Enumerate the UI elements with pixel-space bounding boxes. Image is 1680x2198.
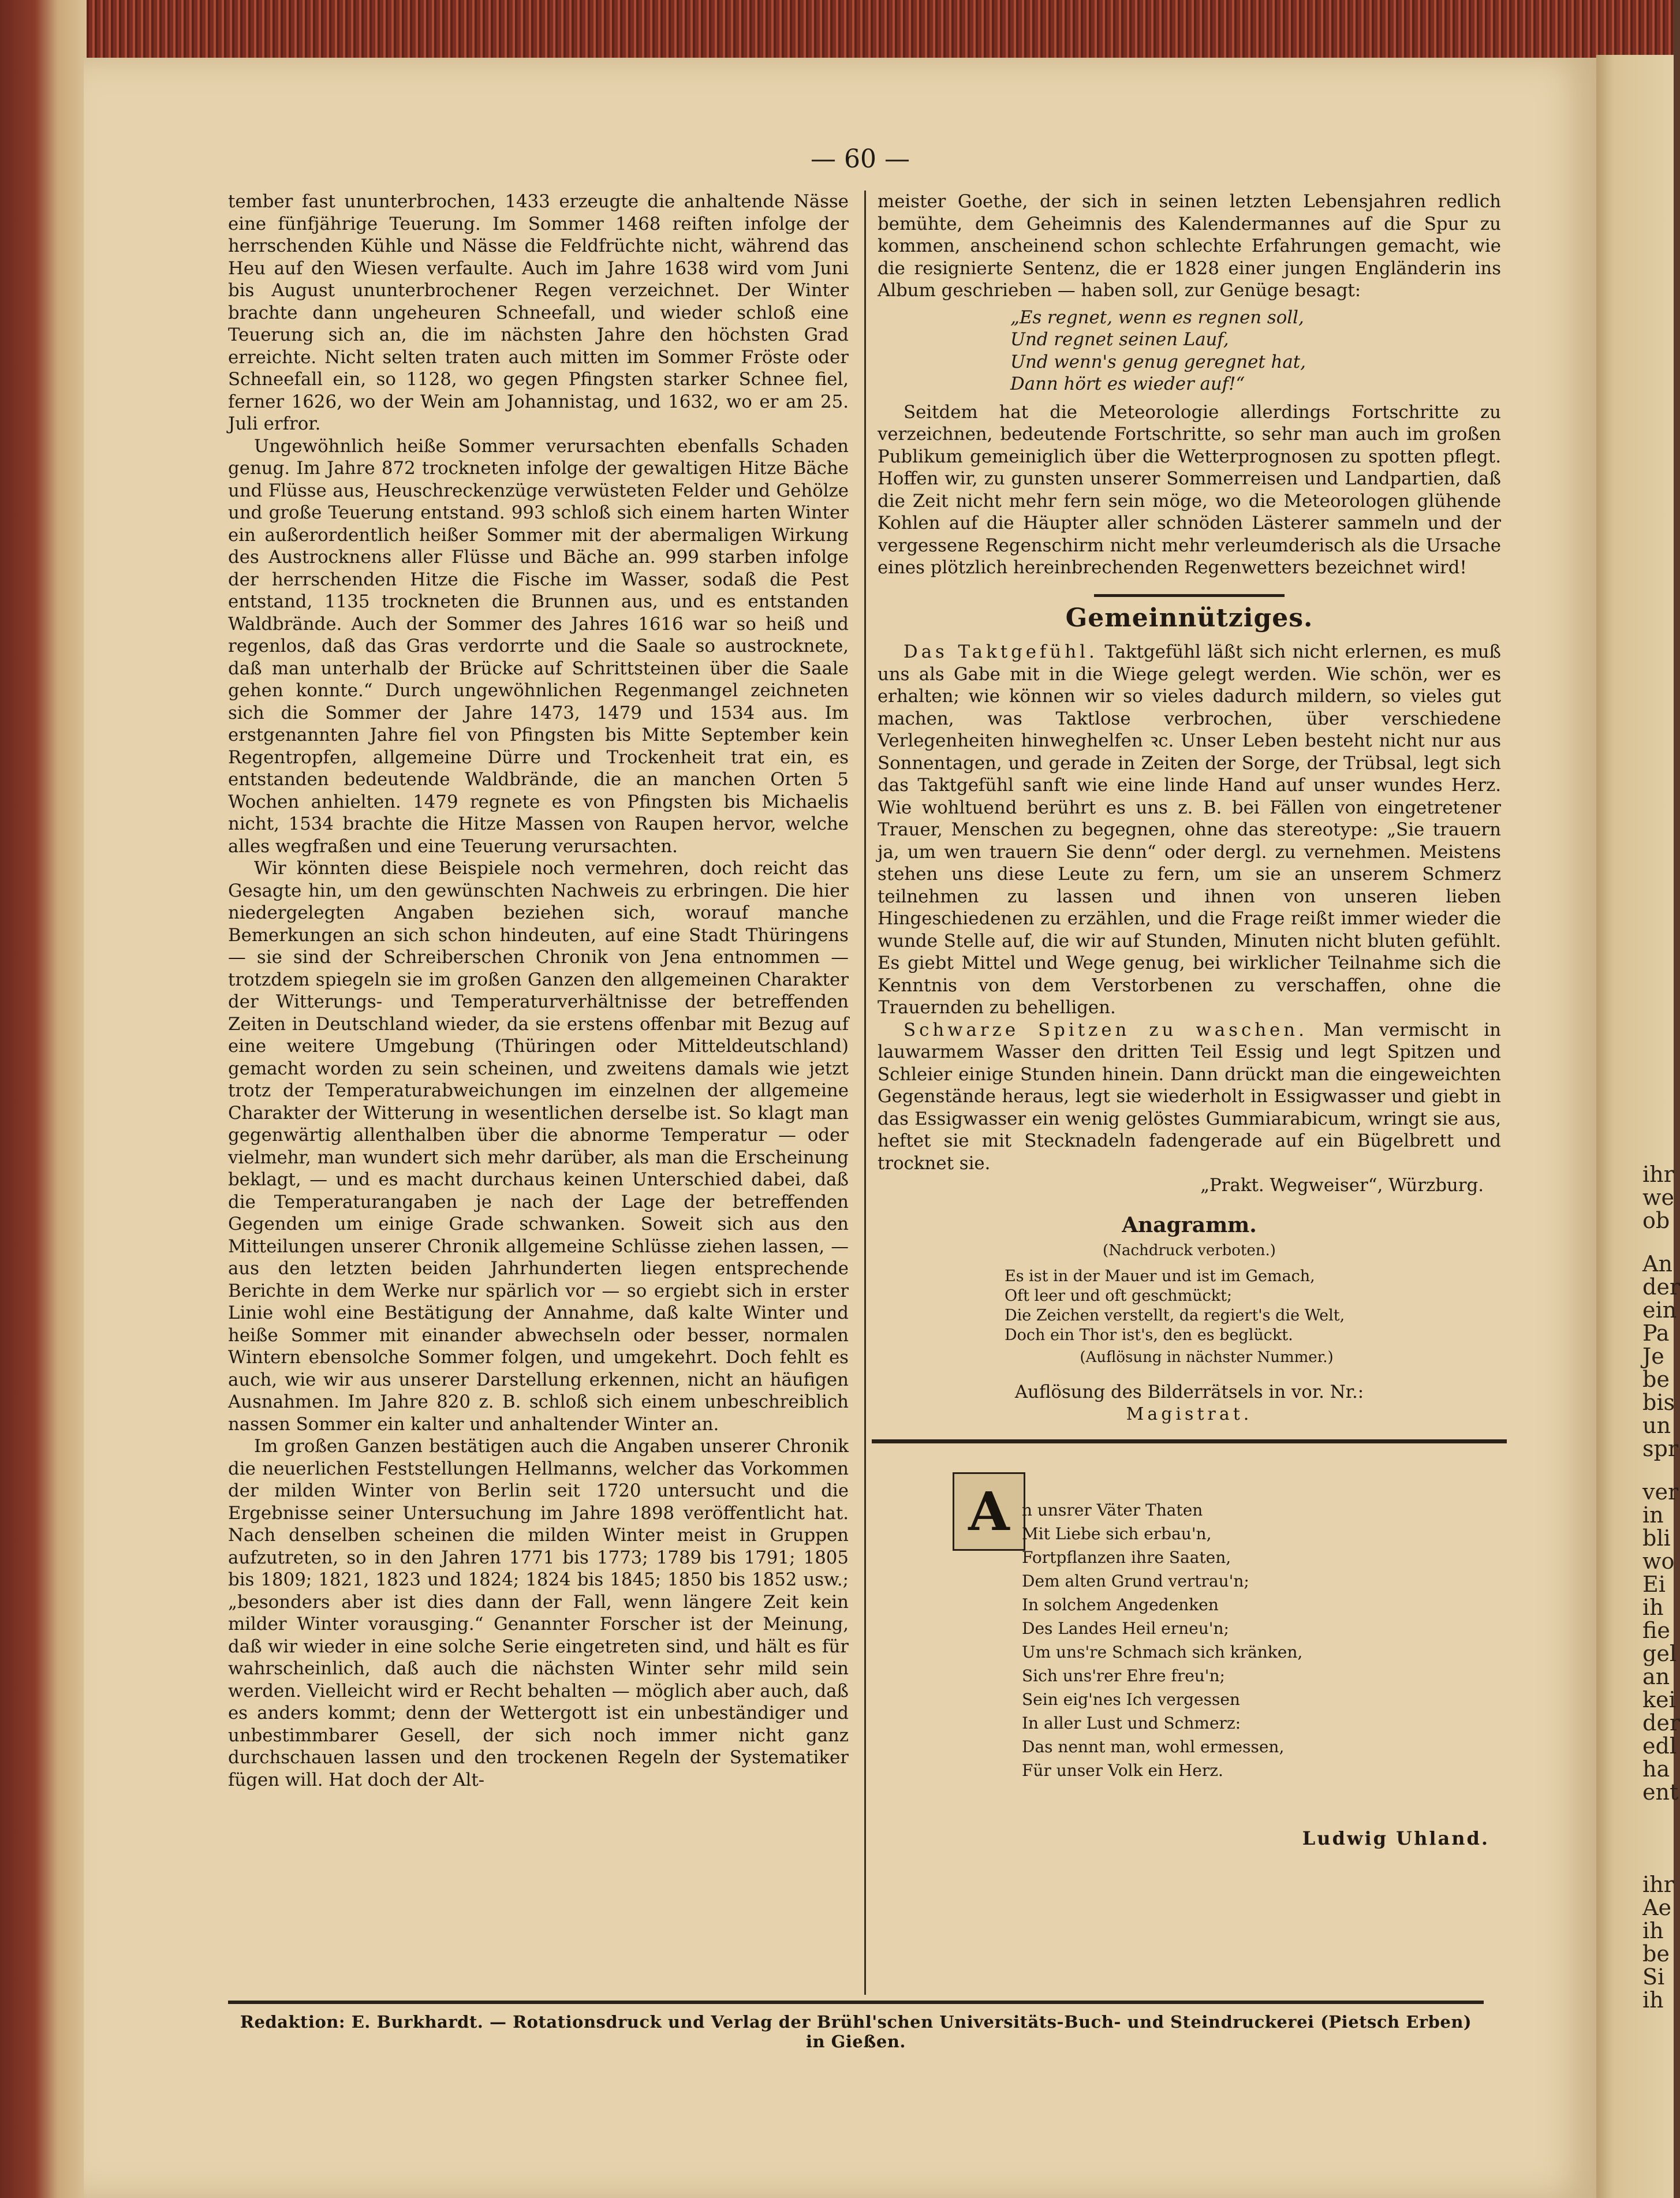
- poem-line: Sein eig'nes Ich vergessen: [1022, 1690, 1240, 1709]
- fragment: Ei: [1642, 1572, 1666, 1597]
- poem-line: Und wenn's genug geregnet hat,: [1010, 351, 1306, 372]
- poem-line: Des Landes Heil erneu'n;: [1022, 1619, 1229, 1638]
- fragment: bis: [1642, 1390, 1675, 1415]
- poem-line: Dann hört es wieder auf!“: [1010, 374, 1245, 394]
- poem-line: Dem alten Grund vertrau'n;: [1022, 1572, 1249, 1591]
- goethe-quote: [1010, 307, 1501, 395]
- item-text: Man vermischt in lauwarmem Wasser den dritten Teil Essig und legt Spitzen und Schleier einige Stunden hinein. Dann drückt man die eingeweichten Gegenstände heraus, legt sie wiederholt in Essigwasser und giebt in das Essigwasser ein wenig gelöstes Gummiarabicum, wringt sie aus, heftet sie mit Stecknadeln fadengerade auf ein Bügelbrett und trocknet sie.: [878, 1019, 1501, 1174]
- fragment: ih: [1642, 1987, 1664, 2013]
- fragment: wo: [1642, 1548, 1675, 1574]
- poem-line: Sich uns'rer Ehre freu'n;: [1022, 1666, 1225, 1685]
- page-number: — 60 —: [811, 144, 910, 174]
- scan-binding-left: [0, 0, 87, 2198]
- left-column: [228, 191, 849, 1791]
- fragment: der: [1642, 1710, 1680, 1736]
- fragment: ob: [1642, 1208, 1670, 1233]
- article-paragraph: tember fast ununterbrochen, 1433 erzeugte die anhaltende Nässe eine fünfjährige Teuerung. Im Sommer 1468 reiften infolge der herrschenden Kühle und Nässe die Feldfrüchte nicht, während das Heu auf den Wiesen verfaulte. Auch im Jahre 1638 wird vom Juni bis August ununterbrochener Regen verzeichnet. Der Winter brachte dann ungeheuren Schneefall, und wieder schloß eine Teuerung sich an, die im nächsten Jahre den höchsten Grad erreichte. Nicht selten traten auch mitten im Sommer Fröste oder Schneefall ein, so 1128, wo gegen Pfingsten starker Schnee fiel, ferner 1626, wo der Wein am Johannistag, und 1632, wo er am 25. Juli erfror.: [228, 191, 849, 434]
- fragment: ha: [1642, 1756, 1670, 1782]
- item-title: Das Taktgefühl.: [904, 641, 1098, 662]
- poem-line: Für unser Volk ein Herz.: [1022, 1761, 1223, 1780]
- poem-line: In solchem Angedenken: [1022, 1595, 1219, 1614]
- article-paragraph: Wir könnten diese Beispiele noch vermehren, doch reicht das Gesagte hin, um den gewünschten Nachweis zu erbringen. Die hier niedergelegten Angaben beziehen sich, worauf manche Bemerkungen an sich schon hindeuten, auf eine Stadt Thüringens — sie sind der Schreiberschen Chronik von Jena entnommen — trotzdem spiegeln sie im großen Ganzen den allgemeinen Charakter der Witterungs- und Temperaturverhältnisse der betreffenden Zeiten in Deutschland wieder, da sie erstens offenbar mit Bezug auf eine weitere Umgebung (Thüringen oder Mitteldeutschland) gemacht worden zu sein scheinen, und zweitens damals wie jetzt trotz der Temperaturabweichungen im einzelnen der allgemeine Charakter der Witterung in wesentlichen derselbe ist. So klagt man gegenwärtig allenthalben über die abnorme Temperatur — oder vielmehr, man wundert sich mehr darüber, als man die Erscheinung beklagt, — und es macht durchaus keinen Unterschied dabei, daß die Temperaturangaben je nach der Lage der betreffenden Gegenden um einige Grade schwanken. Soweit sich aus den Mitteilungen unserer Chronik allgemeine Schlüsse ziehen lassen, — aus den letzten beiden Jahrhunderten liegen entsprechende Berichte in dem Werke nur spärlich vor — so ergiebt sich in erster Linie wohl eine Bestätigung der Annahme, daß kalte Winter und heiße Sommer mit einander abwechseln oder besser, normalen Wintern ebensolche Sommer folgen, und umgekehrt. Doch fehlt es auch, wie wir aus unserer Darstellung erkennen, nicht an häufigen Ausnahmen. Im Jahre 820 z. B. schloß sich einem unbeschreiblich nassen Sommer ein kalter und anhaltender Winter an.: [228, 858, 849, 1435]
- verse-line: Die Zeichen verstellt, da regiert's die Welt,: [1005, 1306, 1345, 1324]
- column-divider: [864, 191, 866, 1995]
- fragment: fie: [1642, 1618, 1670, 1643]
- fragment: in: [1642, 1502, 1664, 1528]
- puzzle-solution-answer: Magistrat.: [1126, 1404, 1253, 1424]
- imprint-footer: Redaktion: E. Burkhardt. — Rotationsdruck und Verlag der Brühl'schen Universitäts-Buch- und Steindruckerei (Pietsch Erben) in Gießen.: [240, 2012, 1472, 2051]
- section-rule: [872, 1439, 1507, 1443]
- fragment: spr: [1642, 1436, 1678, 1461]
- fragment: be: [1642, 1367, 1670, 1392]
- fragment: ihr: [1642, 1872, 1674, 1897]
- article-paragraph: meister Goethe, der sich in seinen letzten Lebensjahren redlich bemühte, dem Geheimnis des Kalendermannes auf die Spur zu kommen, anscheinend schon schlechte Erfahrungen gemacht, wie die resignierte Sentenz, die er 1828 einer jungen Engländerin ins Album geschrieben — haben soll, zur Genüge besagt:: [878, 191, 1501, 301]
- article-paragraph: Seitdem hat die Meteorologie allerdings Fortschritte zu verzeichnen, bedeutende Fortschritte, so sehr man auch im großen Publikum gemeiniglich über die Wetterprognosen zu spotten pflegt. Hoffen wir, zu gunsten unserer Sommerreisen und Landpartien, daß die Zeit nicht mehr fern sein möge, wo die Meteorologen glühende Kohlen auf die Häupter aller schnöden Lästerer sammeln und der vergessene Regenschirm nicht mehr verleumderisch als die Ursache eines plötzlich hereinbrechenden Regenwetters bezeichnet wird!: [878, 401, 1501, 578]
- fragment: der: [1642, 1274, 1680, 1300]
- fragment: kei: [1642, 1687, 1676, 1712]
- fragment: Ae: [1642, 1895, 1671, 1920]
- anagram-title: Anagramm.: [1122, 1212, 1257, 1237]
- anagram-verse: [1005, 1267, 1501, 1345]
- article-paragraph: Im großen Ganzen bestätigen auch die Angaben unserer Chronik die neuerlichen Feststellungen Hellmanns, welcher das Vorkommen der milden Winter von Berlin seit 1720 untersucht und die Ergebnisse seiner Untersuchung im Jahre 1898 veröffentlicht hat. Nach denselben scheinen die milden Winter meist in Gruppen aufzutreten, so in den Jahren 1771 bis 1773; 1789 bis 1791; 1805 bis 1809; 1821, 1823 und 1824; 1824 bis 1845; 1850 bis 1852 usw.; „besonders aber ist dies dann der Fall, wenn längere Zeit kein milder Winter vorausging.“ Genannter Forscher ist der Meinung, daß wir wieder in eine solche Serie eingetreten sind, und hält es für wahrscheinlich, daß auch die nächsten Winter sehr mild sein werden. Vielleicht wird er Recht behalten — möglich aber auch, daß es anders kommt; denn der Wettergott ist ein unbeständiger und unbestimmbarer Gesell, der sich noch immer nicht ganz durchschauen lassen und den trockenen Regeln der Systematiker fügen will. Hat doch der Alt-: [228, 1436, 849, 1790]
- uhland-poem: [878, 1466, 1501, 1871]
- poem-line: Mit Liebe sich erbau'n,: [1022, 1524, 1212, 1543]
- scan-binding-top: [0, 0, 1674, 64]
- fragment: Pa: [1642, 1320, 1670, 1346]
- poem-line: Fortpflanzen ihre Saaten,: [1022, 1548, 1231, 1567]
- fragment: Je: [1642, 1344, 1664, 1369]
- fragment: ein: [1642, 1297, 1677, 1323]
- anagram-note: (Nachdruck verboten.): [1103, 1242, 1276, 1259]
- verse-line: Es ist in der Mauer und ist im Gemach,: [1005, 1267, 1315, 1285]
- taktgefuehl-paragraph: [878, 641, 1501, 1019]
- verse-line: Oft leer und oft geschmückt;: [1005, 1286, 1233, 1305]
- adjacent-page-edge: [1596, 55, 1680, 2198]
- poem-line: In aller Lust und Schmerz:: [1022, 1714, 1241, 1733]
- ornamental-initial: A: [953, 1472, 1025, 1551]
- fragment: ih: [1642, 1595, 1664, 1620]
- verse-line: Doch ein Thor ist's, den es beglückt.: [1005, 1326, 1293, 1344]
- fragment: An: [1642, 1251, 1672, 1277]
- fragment: bli: [1642, 1525, 1671, 1551]
- fragment: gel: [1642, 1641, 1677, 1666]
- puzzle-solution-label: Auflösung des Bilderrätsels in vor. Nr.:: [1014, 1382, 1364, 1402]
- right-column: [878, 191, 1501, 1871]
- anagram-hint: (Auflösung in nächster Nummer.): [1080, 1348, 1334, 1366]
- fragment: edl: [1642, 1733, 1677, 1759]
- poem-line: „Es regnet, wenn es regnen soll,: [1010, 307, 1304, 328]
- fragment: be: [1642, 1941, 1670, 1966]
- fragment: ver: [1642, 1479, 1679, 1505]
- fragment: ihr: [1642, 1162, 1674, 1187]
- fragment: un: [1642, 1413, 1671, 1438]
- article-paragraph: Ungewöhnlich heiße Sommer verursachten ebenfalls Schaden genug. Im Jahre 872 trockneten infolge der gewaltigen Hitze Bäche und Flüsse aus, Heuschreckenzüge verwüsteten Felder und Gehölze und große Teuerung entstand. 993 schloß sich einem harten Winter ein außerordentlich heißer Sommer mit der abermaligen Wirkung des Austrocknens aller Flüsse und Bäche an. 999 starben infolge der herrschenden Hitze die Fische im Wasser, sodaß die Pest entstand, 1135 trockneten die Brunnen aus, und es entstanden Waldbrände. Auch der Sommer des Jahres 1616 war so heiß und regenlos, daß das Gras verdorrte und die Saale so austrocknete, daß man unterhalb der Brücke auf Schrittsteinen über die Saale gehen konnte.“ Durch ungewöhnlichen Regenmangel zeichneten sich die Sommer der Jahre 1473, 1479 und 1534 aus. Im erstgenannten Jahre fiel von Pfingsten bis Mitte September kein Regentropfen, allgemeine Dürre und Trockenheit trat ein, es entstanden bedeutende Waldbrände, die an manchen Orten 5 Wochen anhielten. 1479 regnete es von Pfingsten bis Michaelis nicht, 1534 brachte die Hitze Massen von Raupen hervor, welche alles wegfraßen und eine Teuerung verursachten.: [228, 435, 849, 857]
- poem-line: n unsrer Väter Thaten: [1022, 1501, 1203, 1520]
- source-credit: „Prakt. Wegweiser“, Würzburg.: [1200, 1175, 1484, 1196]
- footer-rule: [228, 2001, 1484, 2004]
- poem-line: Und regnet seinen Lauf,: [1010, 329, 1229, 350]
- poem-author: Ludwig Uhland.: [1302, 1827, 1489, 1849]
- item-text: Taktgefühl läßt sich nicht erlernen, es muß uns als Gabe mit in die Wiege gelegt werden. Wie schön, wer es erhalten; wie können wir so vieles dadurch mildern, so vieles gut machen, was Taktlose verbrochen, über verschiedene Verlegenheiten hinweghelfen ꝛc. Unser Leben besteht nicht nur aus Sonnentagen, und gerade in Zeiten der Sorge, der Trübsal, legt sich das Taktgefühl sanft wie eine linde Hand auf unser wundes Herz. Wie wohltuend berührt es uns z. B. bei Fällen von eingetretener Trauer, Menschen zu begegnen, ohne das stereotype: „Sie trauern ja, um wen trauern Sie denn“ oder dergl. zu vernehmen. Meistens stehen uns diese Leute zu fern, um sie an unserem Schmerz teilnehmen zu lassen und ihnen von unseren lieben Hingeschiedenen zu erzählen, und die Frage reißt immer wieder die wunde Stelle auf, die wir auf Stunden, Minuten nicht bluten gefühlt. Es giebt Mittel und Wege genug, bei wirklicher Teilnahme sich die Kenntnis von dem Verstorbenen zu verschaffen, ohne die Trauernden zu behelligen.: [878, 641, 1501, 1018]
- fragment: ent: [1642, 1779, 1679, 1805]
- poem-line: Um uns're Schmach sich kränken,: [1022, 1643, 1303, 1662]
- fragment: an: [1642, 1664, 1670, 1689]
- section-separator: [1094, 594, 1285, 597]
- section-heading: Gemeinnütziges.: [1065, 603, 1313, 633]
- fragment: Si: [1642, 1964, 1665, 1990]
- fragment: ih: [1642, 1918, 1664, 1943]
- item-title: Schwarze Spitzen zu waschen.: [904, 1019, 1308, 1040]
- poem-line: Das nennt man, wohl ermessen,: [1022, 1737, 1285, 1756]
- poem-body: [1022, 1498, 1302, 1782]
- fragment: we: [1642, 1185, 1675, 1210]
- spitzen-paragraph: [878, 1019, 1501, 1175]
